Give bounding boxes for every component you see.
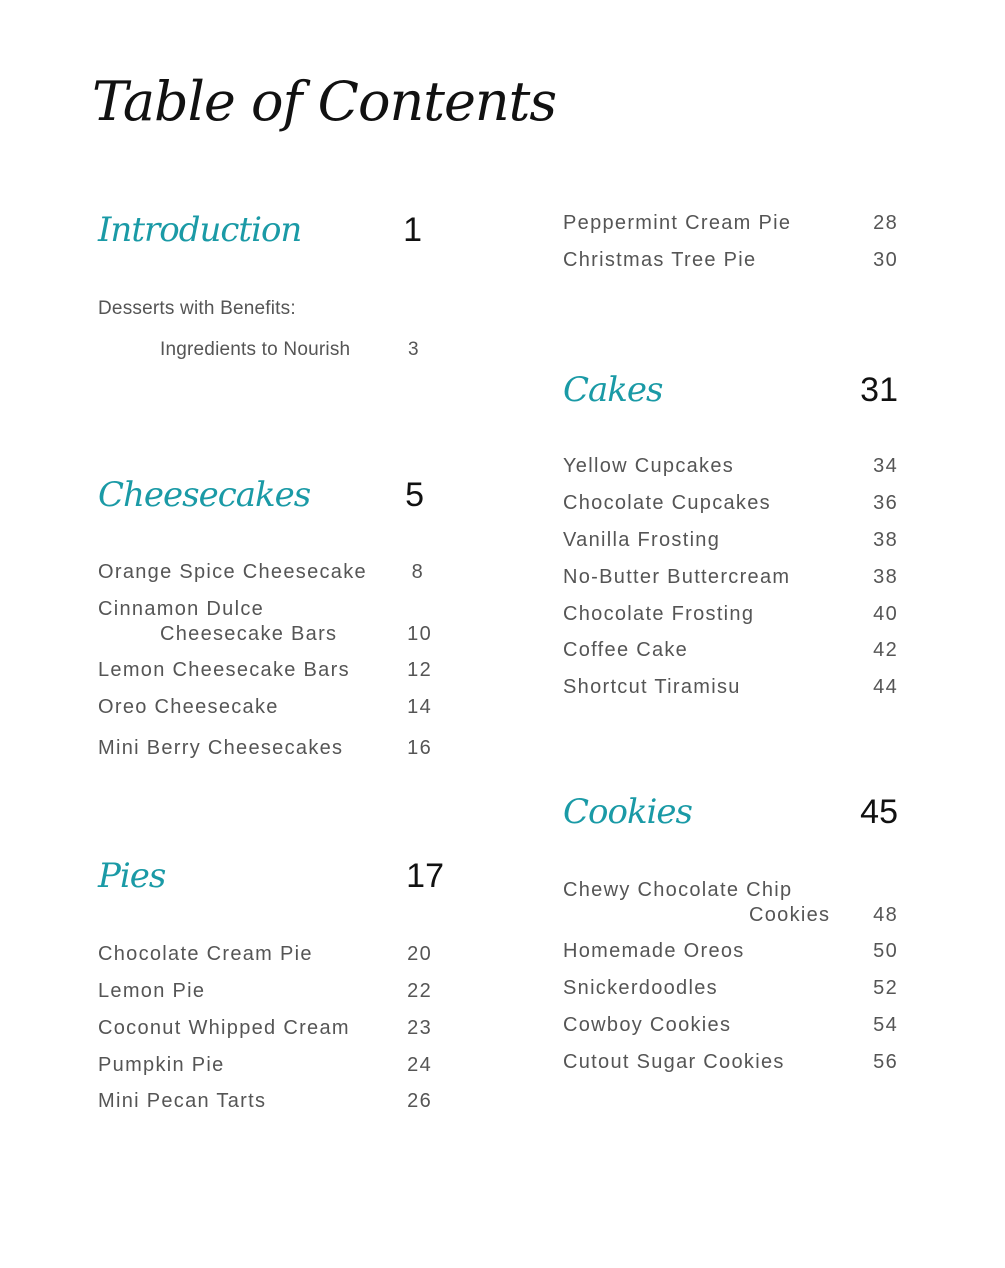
entry-label: Lemon Pie	[98, 980, 206, 1002]
entry-label: Orange Spice Cheesecake	[98, 561, 367, 583]
entry-label: Peppermint Cream Pie	[563, 212, 792, 234]
entry-page: 36	[873, 492, 898, 514]
entry-page: 20	[407, 943, 432, 965]
entry-label: Coconut Whipped Cream	[98, 1017, 350, 1039]
entry-page: 16	[407, 737, 432, 759]
section-introduction[interactable]	[98, 200, 448, 250]
entry-page: 40	[873, 603, 898, 625]
entry-label: Homemade Oreos	[563, 940, 745, 962]
entry-label: Chocolate Cupcakes	[563, 492, 771, 514]
section-title-cheesecakes: Cheesecakes	[98, 475, 311, 515]
entry-label: Chewy Chocolate Chip	[563, 879, 793, 901]
entry-page: 52	[873, 977, 898, 999]
entry-page: 48	[873, 904, 898, 926]
intro-sub-heading: Desserts with Benefits:	[98, 298, 296, 319]
toc-entry[interactable]	[563, 879, 898, 929]
section-page-pies: 17	[406, 857, 444, 895]
entry-page: 42	[873, 639, 898, 661]
intro-sub-item[interactable]: Ingredients to Nourish	[160, 339, 351, 360]
section-title-introduction: Introduction	[98, 210, 302, 250]
entry-label: Cowboy Cookies	[563, 1014, 732, 1036]
entry-page: 28	[873, 212, 898, 234]
section-page-cheesecakes: 5	[405, 476, 424, 514]
entry-label: Cutout Sugar Cookies	[563, 1051, 785, 1073]
entry-page: 8	[411, 561, 424, 583]
toc-entry[interactable]	[98, 598, 448, 648]
entry-label: Chocolate Frosting	[563, 603, 755, 625]
entry-page: 12	[407, 659, 432, 681]
entry-page: 44	[873, 676, 898, 698]
entry-label: Cinnamon Dulce	[98, 598, 265, 620]
entry-page: 38	[873, 529, 898, 551]
entry-label: No-Butter Buttercream	[563, 566, 791, 588]
entry-page: 30	[873, 249, 898, 271]
entry-label: Chocolate Cream Pie	[98, 943, 313, 965]
section-page-cakes: 31	[860, 371, 898, 409]
entry-label: Vanilla Frosting	[563, 529, 721, 551]
section-title-cookies: Cookies	[563, 792, 692, 832]
entry-label: Mini Berry Cheesecakes	[98, 737, 344, 759]
left-column	[98, 0, 448, 1268]
section-page-introduction: 1	[403, 211, 422, 249]
page-title: Table of Contents	[92, 70, 557, 133]
entry-label: Pumpkin Pie	[98, 1054, 225, 1076]
section-pies[interactable]	[98, 846, 448, 896]
entry-label: Yellow Cupcakes	[563, 455, 735, 477]
entry-page: 38	[873, 566, 898, 588]
entry-page: 22	[407, 980, 432, 1002]
section-cheesecakes[interactable]	[98, 465, 448, 515]
entry-label-continued: Cookies	[749, 904, 831, 926]
section-page-cookies: 45	[860, 793, 898, 831]
entry-label: Oreo Cheesecake	[98, 696, 279, 718]
entry-label: Shortcut Tiramisu	[563, 676, 741, 698]
entry-page: 23	[407, 1017, 432, 1039]
section-title-cakes: Cakes	[563, 370, 663, 410]
entry-page: 34	[873, 455, 898, 477]
entry-page: 50	[873, 940, 898, 962]
entry-label-continued: Cheesecake Bars	[160, 623, 338, 645]
right-column	[563, 0, 898, 1268]
entry-page: 26	[407, 1090, 432, 1112]
entry-page: 56	[873, 1051, 898, 1073]
entry-label: Lemon Cheesecake Bars	[98, 659, 350, 681]
entry-label: Coffee Cake	[563, 639, 689, 661]
intro-sub-page: 3	[408, 339, 419, 360]
entry-page: 10	[407, 623, 432, 645]
entry-label: Christmas Tree Pie	[563, 249, 757, 271]
section-title-pies: Pies	[98, 856, 166, 896]
entry-page: 24	[407, 1054, 432, 1076]
section-cakes[interactable]	[563, 360, 898, 410]
section-cookies[interactable]	[563, 782, 898, 832]
entry-label: Mini Pecan Tarts	[98, 1090, 267, 1112]
entry-page: 14	[407, 696, 432, 718]
entry-label: Snickerdoodles	[563, 977, 718, 999]
entry-page: 54	[873, 1014, 898, 1036]
